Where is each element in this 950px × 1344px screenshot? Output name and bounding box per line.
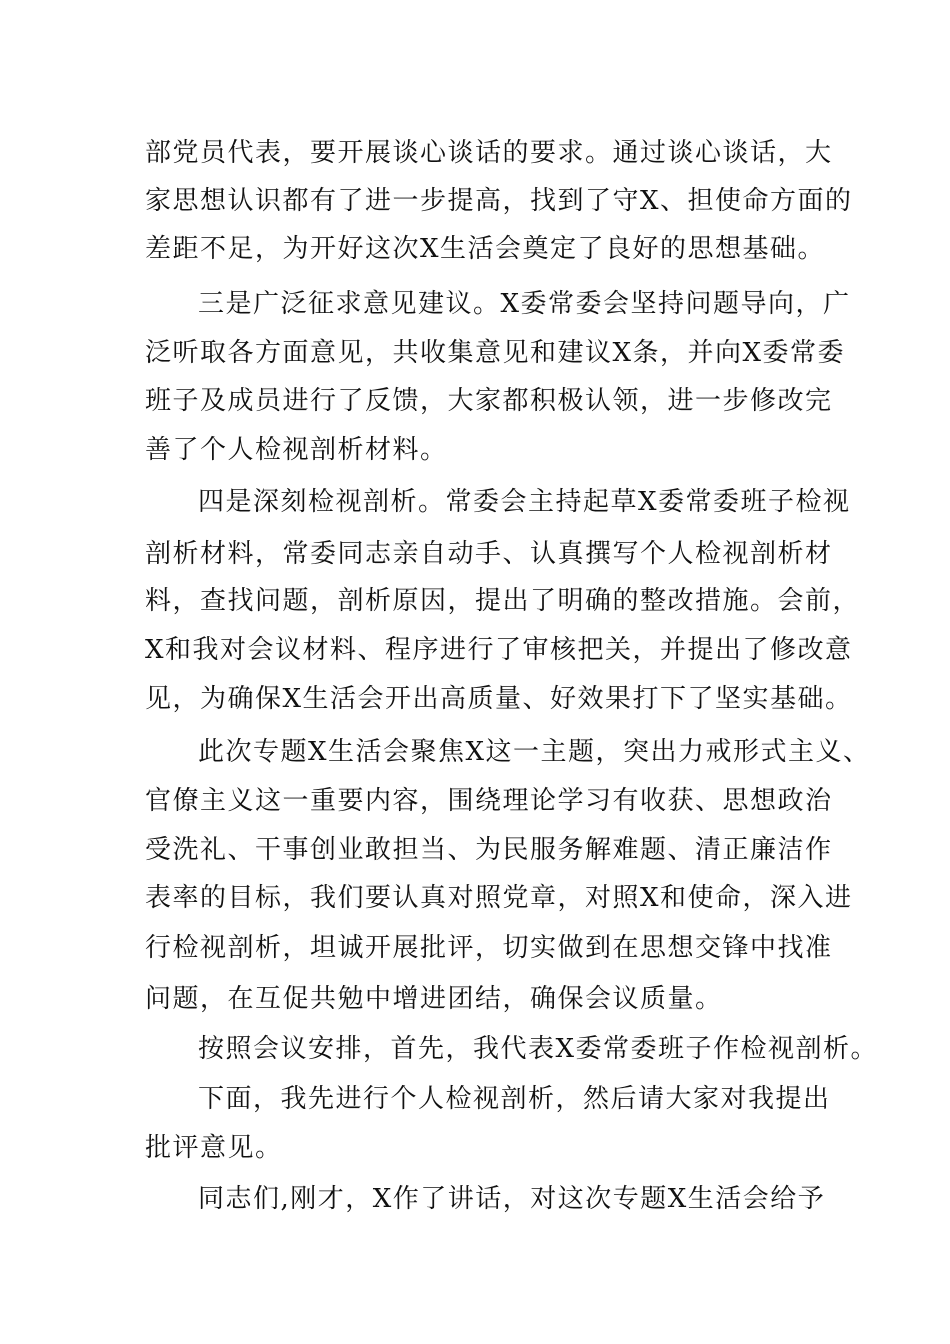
text-line: 行检视剖析，坦诚开展批评，切实做到在思想交锋中找准 [145, 933, 833, 963]
text-line: 泛听取各方面意见，共收集意见和建议X条，并向X委常委 [145, 338, 846, 368]
text-line: 料，查找问题，剖析原因，提出了明确的整改措施。会前， [145, 586, 861, 616]
text-line: 同志们,刚才，X作了讲话，对这次专题X生活会给予 [198, 1184, 826, 1214]
text-line: 按照会议安排，首先，我代表X委常委班子作检视剖析。 [198, 1034, 879, 1064]
text-line: 三是广泛征求意见建议。X委常委会坚持问题导向，广 [198, 289, 851, 319]
text-line: 善了个人检视剖析材料。 [145, 435, 448, 465]
text-line: 部党员代表，要开展谈心谈话的要求。通过谈心谈话，大 [145, 138, 833, 168]
text-line: 受洗礼、干事创业敢担当、为民服务解难题、清正廉洁作 [145, 835, 833, 865]
text-line: 表率的目标，我们要认真对照党章，对照X和使命，深入进 [145, 883, 853, 913]
text-line: 差距不足，为开好这次X生活会奠定了良好的思想基础。 [145, 234, 826, 264]
text-line: 下面，我先进行个人检视剖析，然后请大家对我提出 [198, 1084, 831, 1114]
text-line: 四是深刻检视剖析。常委会主持起草X委常委班子检视 [198, 487, 851, 517]
text-line: X和我对会议材料、程序进行了审核把关，并提出了修改意 [145, 635, 853, 665]
text-line: 剖析材料，常委同志亲自动手、认真撰写个人检视剖析材 [145, 539, 833, 569]
text-line: 问题，在互促共勉中增进团结，确保会议质量。 [145, 984, 723, 1014]
text-line: 官僚主义这一重要内容，围绕理论学习有收获、思想政治 [145, 786, 833, 816]
text-line: 班子及成员进行了反馈，大家都积极认领，进一步修改完 [145, 386, 833, 416]
text-line: 家思想认识都有了进一步提高，找到了守X、担使命方面的 [145, 186, 853, 216]
text-line: 批评意见。 [145, 1133, 283, 1163]
text-line: 见，为确保X生活会开出高质量、好效果打下了坚实基础。 [145, 684, 853, 714]
text-line: 此次专题X生活会聚焦X这一主题，突出力戒形式主义、 [198, 737, 871, 767]
